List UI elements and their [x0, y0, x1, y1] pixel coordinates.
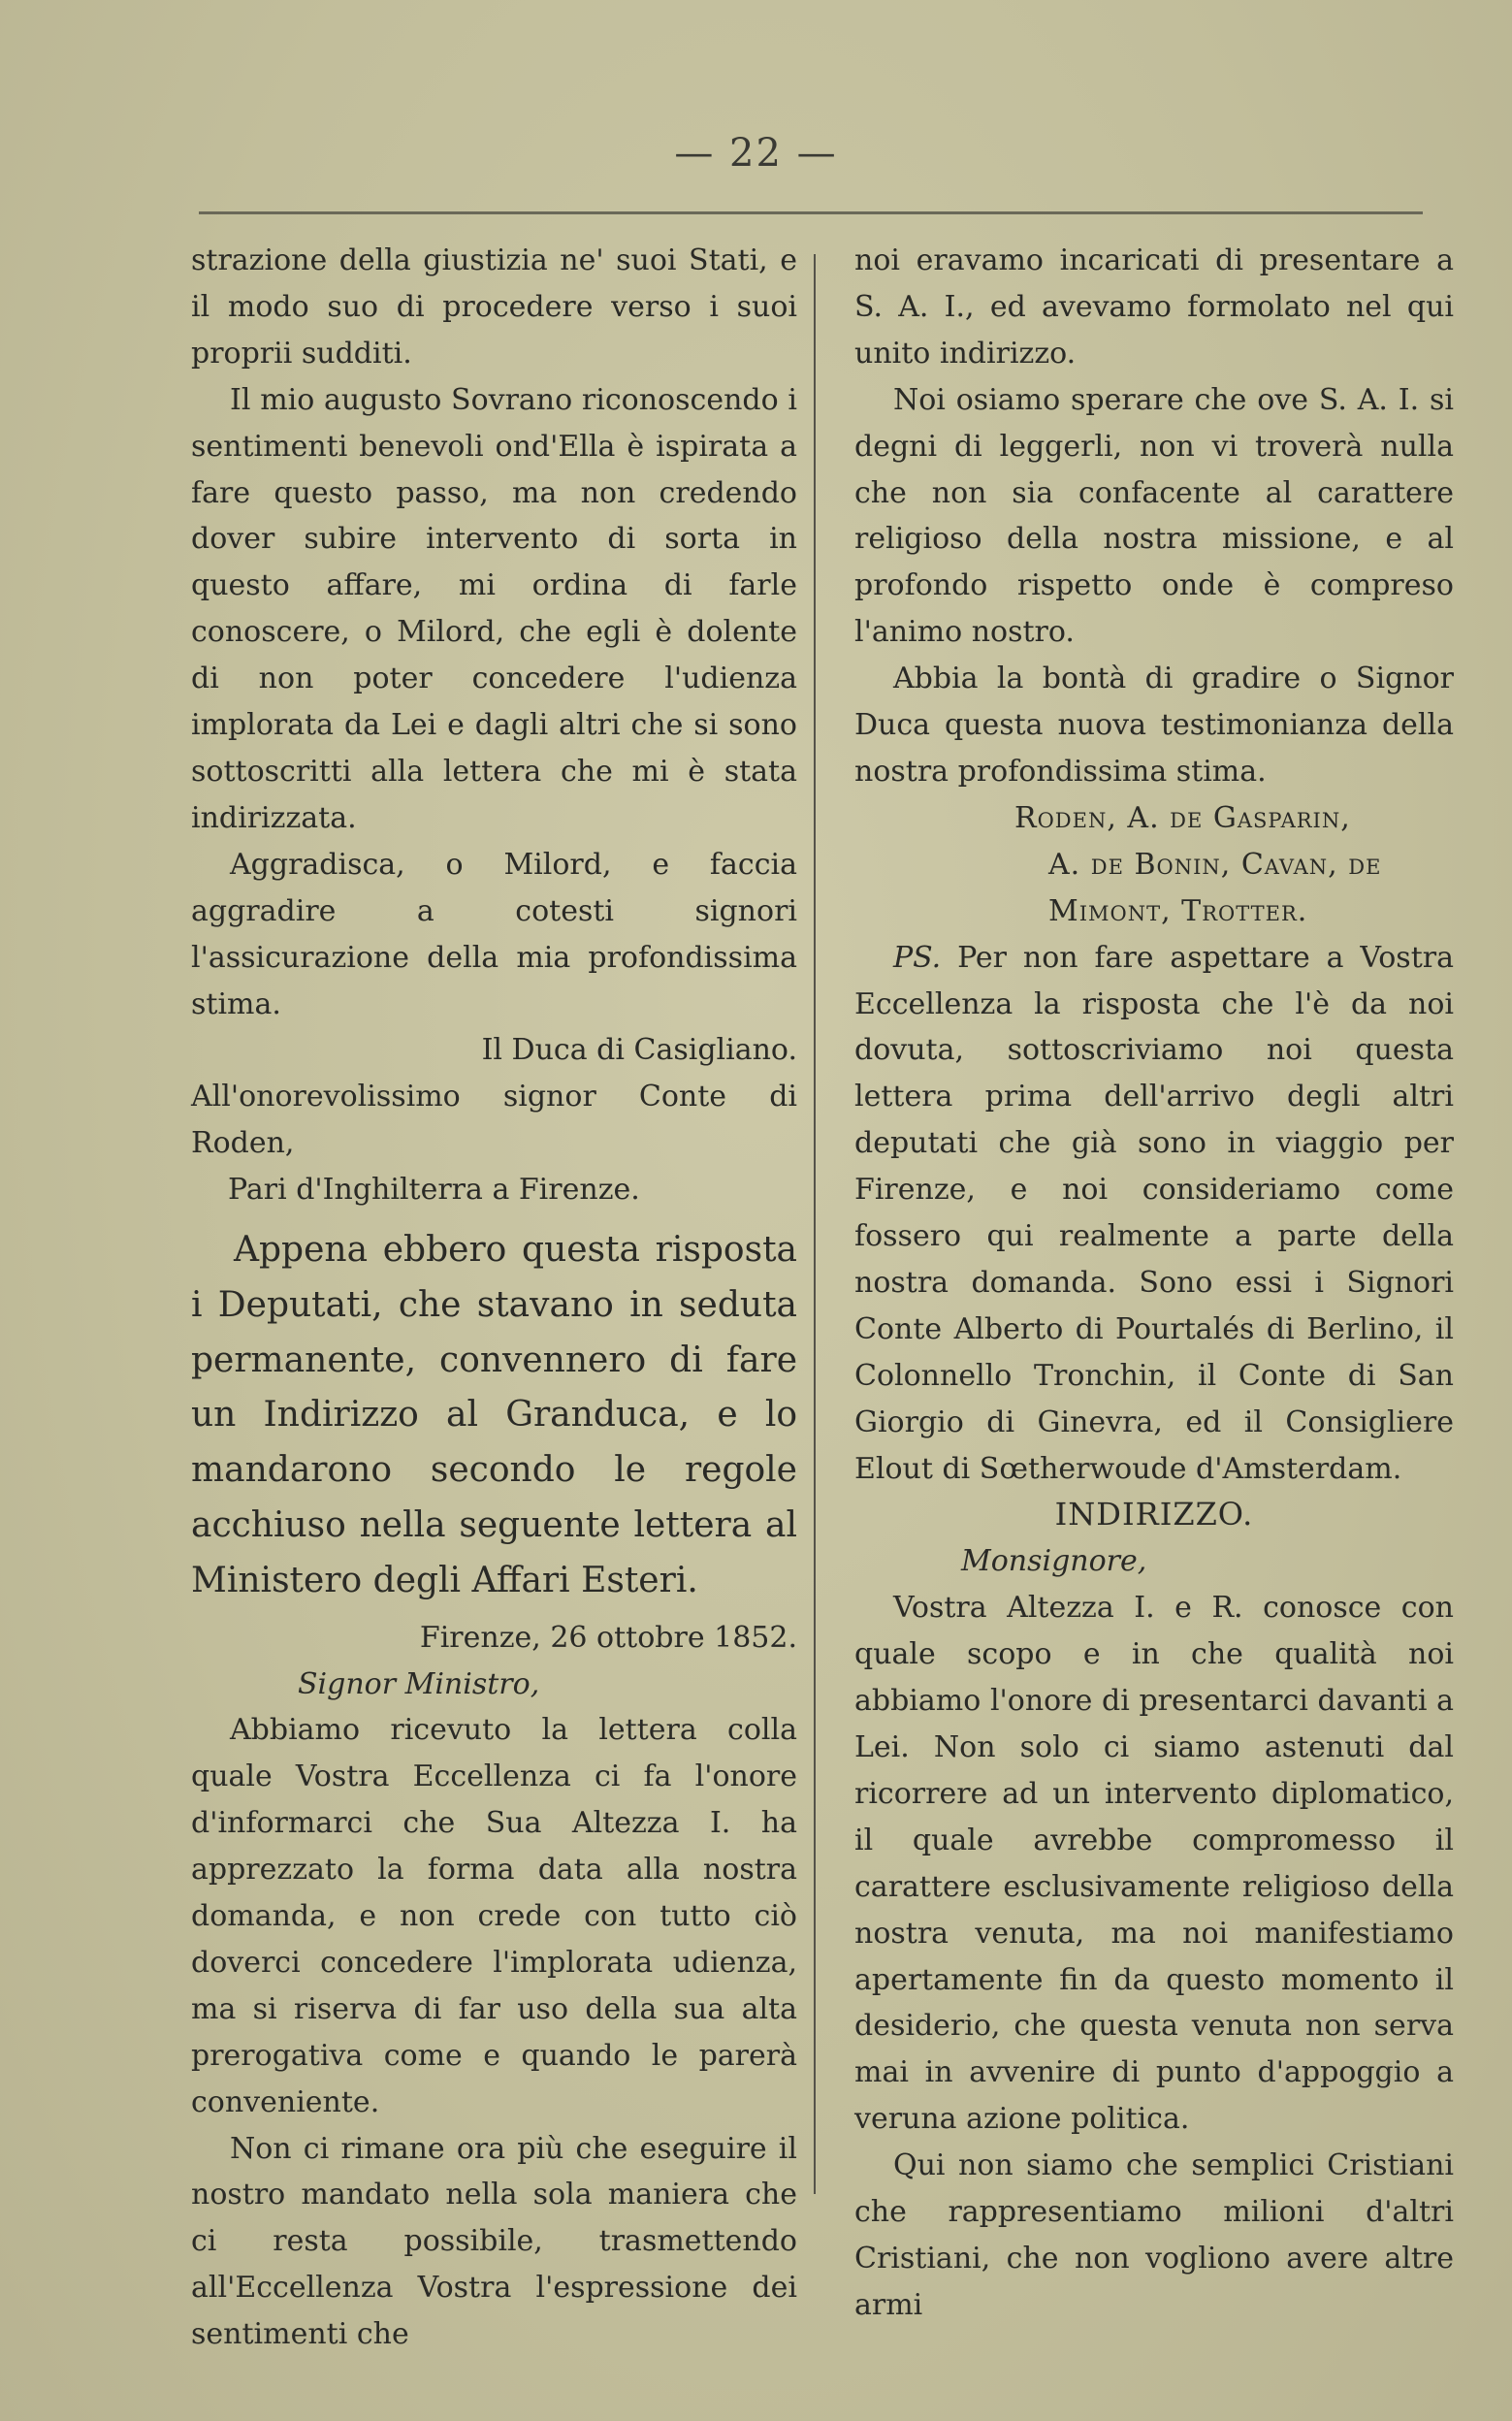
paragraph: Non ci rimane ora più che eseguire il nostro mandato nella sola maniera che ci resta possibile, trasmettendo all'Eccellenza Vostra l'espressione dei sentimenti che — [191, 2131, 797, 2352]
page-number: — 22 — — [674, 131, 838, 176]
postscript-text: Per non fare aspettare a Vostra Eccellenza la risposta che l'è da noi dovuta, sottoscriviamo noi questa lettera prima dell'arrivo degli altri deputati che già sono in viaggio per Firenze, e noi consideriamo come fossero qui realmente a parte della nostra domanda. Sono essi i Signori Conte Alberto di Pourtalés di Berlino, il Colonnello Tronchin, il Conte di San Giorgio di Ginevra, ed il Consigliere Elout di Sœtherwoude d'Amsterdam. — [854, 940, 1454, 1486]
paragraph: Abbiamo ricevuto la lettera colla quale Vostra Eccellenza ci fa l'onore d'informarci che Sua Altezza I. ha apprezzato la forma data alla nostra domanda, e non crede con tutto ciò doverci concedere l'implorata udienza, ma si riserva di far uso della sua alta prerogativa come e quando le parerà conveniente. — [191, 1713, 797, 2119]
letter-salutation: Signor Ministro, — [298, 1666, 540, 1701]
address-salutation: Monsignore, — [961, 1544, 1147, 1579]
letter-signature: Il Duca di Casigliano. — [481, 1033, 797, 1068]
section-heading: INDIRIZZO. — [1054, 1496, 1254, 1533]
paragraph: strazione della giustizia ne' suoi Stati, e il modo suo di procedere verso i suoi proprii sudditi. — [191, 243, 797, 371]
address-line: All'onorevolissimo signor Conte di Roden, — [191, 1080, 797, 1161]
paragraph: Aggradisca, o Milord, e faccia aggradire a cotesti signori l'assicurazione della mia profondissima stima. — [191, 847, 797, 1021]
right-column — [854, 238, 1454, 2329]
paragraph: Qui non siamo che semplici Cristiani che rappresentiamo milioni d'altri Cristiani, che non vogliono avere altre armi — [854, 2148, 1454, 2322]
paragraph: noi eravamo incaricati di presentare a S. A. I., ed avevamo formolato nel qui unito indirizzo. — [854, 243, 1454, 371]
narrative-paragraph: Appena ebbero questa risposta i Deputati, che stavano in seduta permanente, convennero di fare un Indirizzo al Granduca, e lo mandarono secondo le regole acchiuso nella seguente lettera al Ministero degli Affari Esteri. — [191, 1230, 797, 1600]
signatories-line: Mimont, Trotter. — [1048, 893, 1308, 928]
paragraph: Abbia la bontà di gradire o Signor Duca questa nuova testimonianza della nostra profondissima stima. — [854, 662, 1454, 789]
signatories-line: A. de Bonin, Cavan, de — [1048, 847, 1382, 882]
postscript-mark: PS. — [893, 940, 942, 975]
left-column — [191, 238, 797, 2358]
column-divider — [814, 254, 816, 2194]
paragraph: Il mio augusto Sovrano riconoscendo i sentimenti benevoli ond'Ella è ispirata a fare questo passo, ma non credendo dover subire intervento di sorta in questo affare, mi ordina di farle conoscere, o Milord, che egli è dolente di non poter concedere l'udienza implorata da Lei e dagli altri che si sono sottoscritti alla lettera che mi è stata indirizzata. — [191, 382, 797, 835]
signatories-line: Roden, A. de Gasparin, — [1014, 800, 1351, 835]
address-line: Pari d'Inghilterra a Firenze. — [228, 1173, 640, 1208]
postscript — [854, 935, 1454, 1493]
paragraph: Noi osiamo sperare che ove S. A. I. si degni di leggerli, non vi troverà nulla che non sia confacente al carattere religioso della nostra missione, e al profondo rispetto onde è compreso l'animo nostro. — [854, 382, 1454, 650]
header-rule — [199, 211, 1423, 214]
letter-date: Firenze, 26 ottobre 1852. — [419, 1620, 797, 1655]
paragraph: Vostra Altezza I. e R. conosce con quale scopo e in che qualità noi abbiamo l'onore di presentarci davanti a Lei. Non solo ci siamo astenuti dal ricorrere ad un intervento diplomatico, il quale avrebbe compromesso il carattere esclusivamente religioso della nostra venuta, ma noi manifestiamo apertamente fin da questo momento il desiderio, che questa venuta non serva mai in avvenire di punto d'appoggio a veruna azione politica. — [854, 1591, 1454, 2137]
